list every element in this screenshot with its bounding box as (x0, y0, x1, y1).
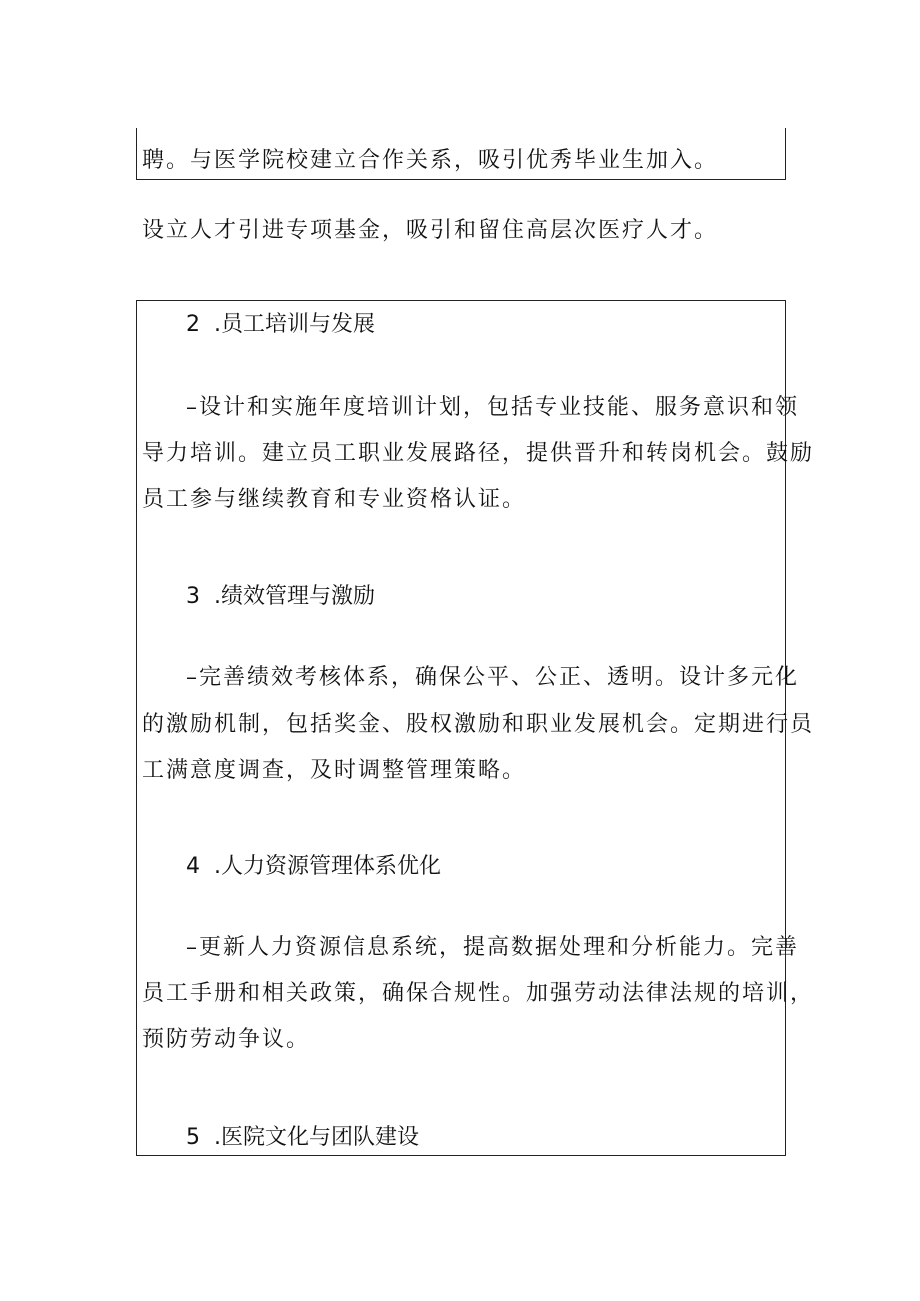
section-number: 3 (186, 584, 200, 609)
paragraph-line: 的激励机制，包括奖金、股权激励和职业发展机会。定期进行员 (142, 712, 815, 737)
section-heading (186, 1127, 419, 1149)
paragraph-line: –完善绩效考核体系，确保公平、公正、透明。设计多元化 (186, 665, 800, 690)
section-title: .员工培训与发展 (214, 312, 375, 337)
section-heading (186, 314, 375, 336)
paragraph-line: 员工手册和相关政策，确保合规性。加强劳动法律法规的培训， (142, 981, 815, 1006)
paragraph-line: 员工参与继续教育和专业资格认证。 (142, 487, 527, 512)
section-number: 2 (186, 312, 200, 337)
section-title: .医院文化与团队建设 (214, 1125, 419, 1150)
paragraph-line: 聘。与医学院校建立合作关系，吸引优秀毕业生加入。 (142, 148, 719, 173)
section-title: .绩效管理与激励 (214, 584, 375, 609)
section-heading (186, 856, 441, 878)
paragraph-line: 工满意度调查，及时调整管理策略。 (142, 758, 527, 783)
paragraph-line: –设计和实施年度培训计划，包括专业技能、服务意识和领 (186, 395, 800, 420)
section-heading (186, 586, 375, 608)
section-number: 5 (186, 1125, 200, 1150)
paragraph-line: 导力培训。建立员工职业发展路径，提供晋升和转岗机会。鼓励 (142, 441, 815, 466)
paragraph-line: –更新人力资源信息系统，提高数据处理和分析能力。完善 (186, 935, 800, 960)
paragraph-line: 预防劳动争议。 (142, 1027, 311, 1052)
section-number: 4 (186, 854, 200, 879)
section-title: .人力资源管理体系优化 (214, 854, 441, 879)
paragraph-line: 设立人才引进专项基金，吸引和留住高层次医疗人才。 (142, 218, 719, 243)
